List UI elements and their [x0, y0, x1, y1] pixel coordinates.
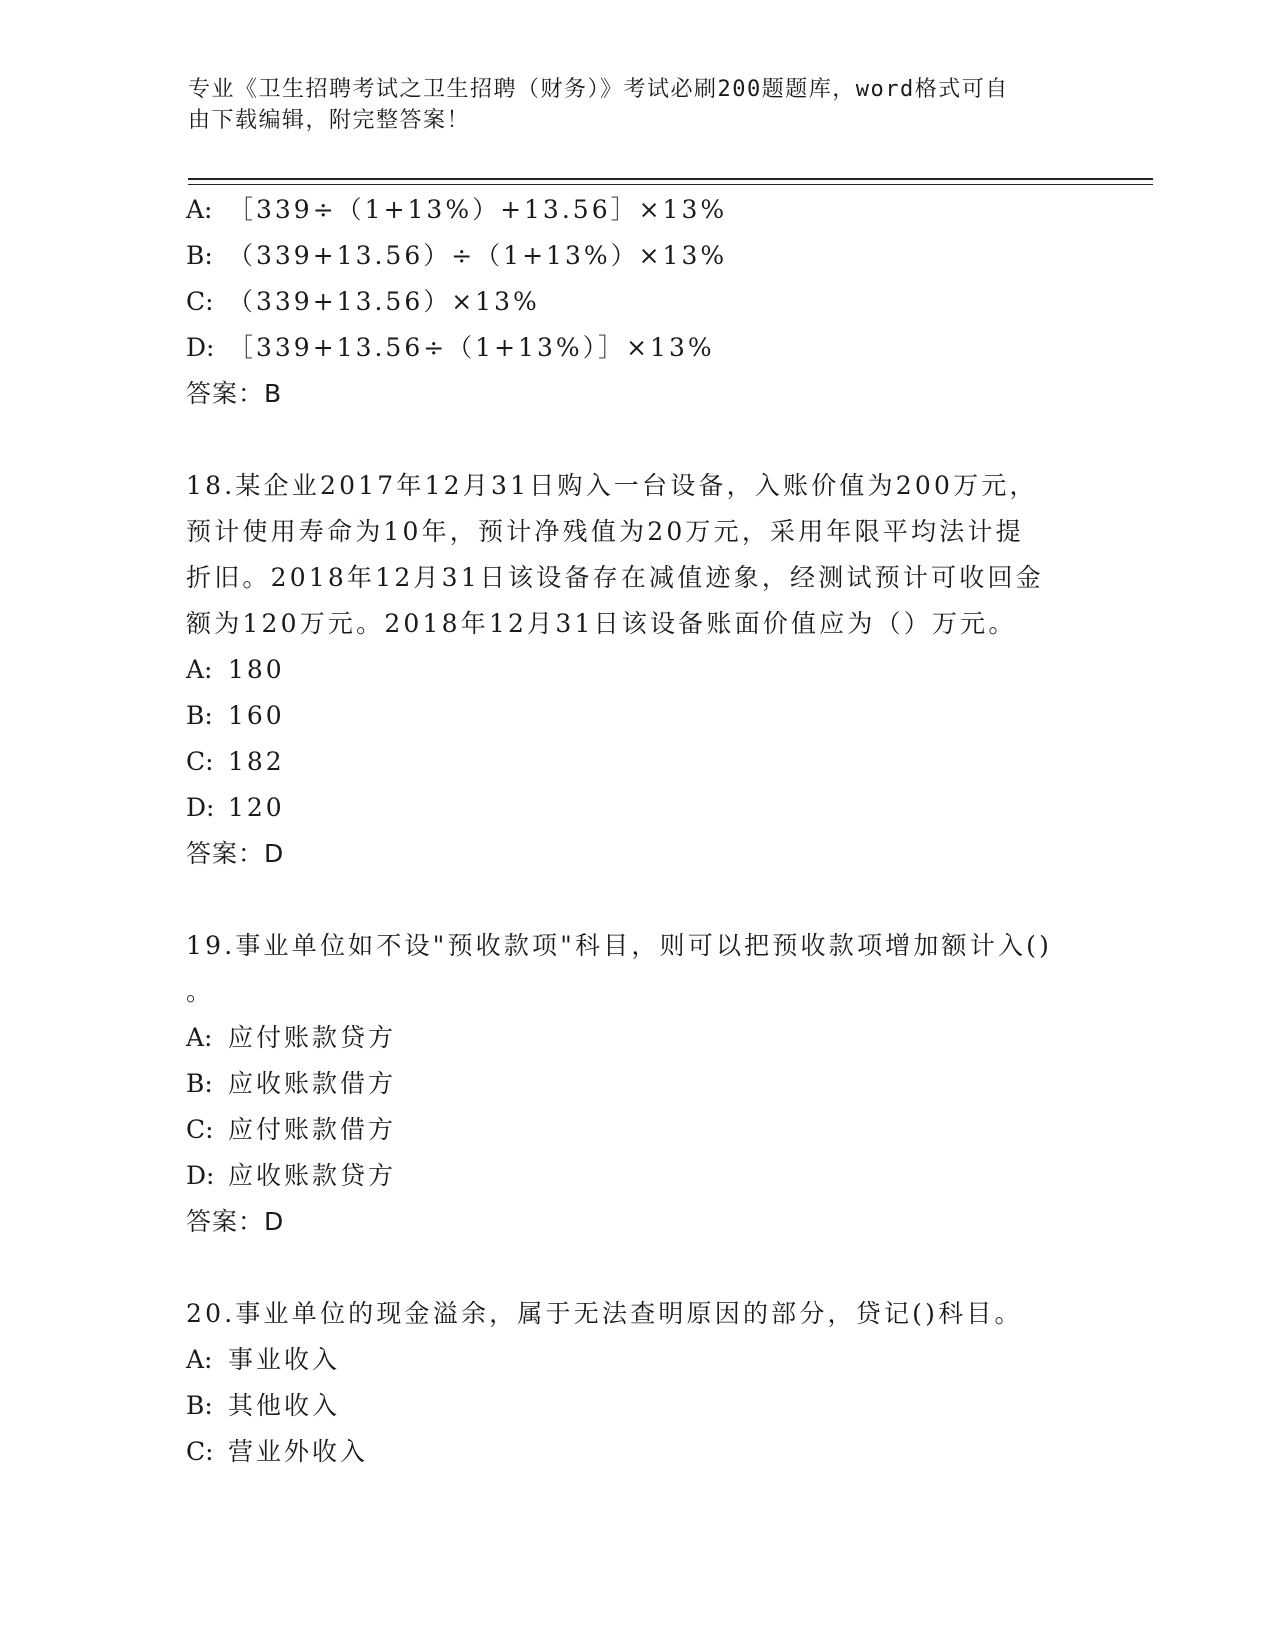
answer-line: 答案：D: [186, 1207, 285, 1236]
option-text: 180: [228, 655, 285, 684]
question-17: [186, 187, 1086, 417]
option-prefix: D:: [186, 793, 215, 822]
header-divider-thick: [188, 178, 1153, 180]
question-text-line: 。: [186, 977, 215, 1006]
header-divider-thin: [188, 184, 1153, 185]
option-b: [186, 693, 1086, 739]
question-text-line: 折旧。2018年12月31日该设备存在减值迹象，经测试预计可收回金: [186, 563, 1044, 592]
option-text: 应付账款借方: [228, 1115, 397, 1144]
question-text-line: 18.某企业2017年12月31日购入一台设备，入账价值为200万元，: [186, 471, 1038, 500]
option-text: 营业外收入: [228, 1437, 369, 1466]
option-text: ［339÷（1+13%）+13.56］×13%: [228, 195, 728, 224]
option-text: 160: [228, 701, 285, 730]
document-body: [186, 187, 1086, 1475]
question-text-line: 20.事业单位的现金溢余，属于无法查明原因的部分，贷记()科目。: [186, 1299, 1023, 1328]
option-b: [186, 1383, 1086, 1429]
option-a: [186, 187, 1086, 233]
option-text: ［339+13.56÷（1+13%）］×13%: [228, 333, 715, 362]
option-text: （339+13.56）×13%: [228, 287, 540, 316]
question-18: [186, 463, 1086, 877]
option-prefix: C:: [186, 287, 214, 316]
option-a: [186, 647, 1086, 693]
option-b: [186, 1061, 1086, 1107]
question-text-line: 额为120万元。2018年12月31日该设备账面价值应为（）万元。: [186, 609, 1017, 638]
option-text: 事业收入: [228, 1345, 341, 1374]
header-line-1: 专业《卫生招聘考试之卫生招聘（财务）》考试必刷200题题库，word格式可自: [188, 77, 1009, 102]
option-prefix: B:: [186, 1069, 213, 1098]
option-text: 应收账款借方: [228, 1069, 397, 1098]
option-d: [186, 785, 1086, 831]
option-d: [186, 1153, 1086, 1199]
option-text: （339+13.56）÷（1+13%）×13%: [228, 241, 728, 270]
option-prefix: B:: [186, 1391, 213, 1420]
option-prefix: C:: [186, 747, 214, 776]
option-c: [186, 1107, 1086, 1153]
option-b: [186, 233, 1086, 279]
header-line-2: 由下载编辑，附完整答案！: [188, 108, 471, 133]
option-prefix: C:: [186, 1115, 214, 1144]
option-prefix: D:: [186, 333, 215, 362]
option-prefix: C:: [186, 1437, 214, 1466]
option-c: [186, 279, 1086, 325]
option-prefix: B:: [186, 701, 213, 730]
document-header: [188, 74, 1088, 136]
option-text: 应付账款贷方: [228, 1023, 397, 1052]
answer-line: 答案：B: [186, 379, 283, 408]
question-text-line: 19.事业单位如不设"预收款项"科目，则可以把预收款项增加额计入(): [186, 931, 1053, 960]
option-prefix: A:: [186, 1023, 213, 1052]
option-prefix: A:: [186, 655, 213, 684]
option-prefix: A:: [186, 195, 213, 224]
option-a: [186, 1337, 1086, 1383]
spacer: [186, 877, 1086, 923]
option-c: [186, 739, 1086, 785]
answer-line: 答案：D: [186, 839, 285, 868]
option-text: 120: [228, 793, 285, 822]
option-prefix: A:: [186, 1345, 213, 1374]
question-20: [186, 1291, 1086, 1475]
option-a: [186, 1015, 1086, 1061]
option-text: 应收账款贷方: [228, 1161, 397, 1190]
option-c: [186, 1429, 1086, 1475]
spacer: [186, 417, 1086, 463]
question-19: [186, 923, 1086, 1245]
option-prefix: B:: [186, 241, 213, 270]
option-text: 182: [228, 747, 285, 776]
option-d: [186, 325, 1086, 371]
spacer: [186, 1245, 1086, 1291]
question-text-line: 预计使用寿命为10年，预计净残值为20万元，采用年限平均法计提: [186, 517, 1024, 546]
option-prefix: D:: [186, 1161, 215, 1190]
option-text: 其他收入: [228, 1391, 341, 1420]
